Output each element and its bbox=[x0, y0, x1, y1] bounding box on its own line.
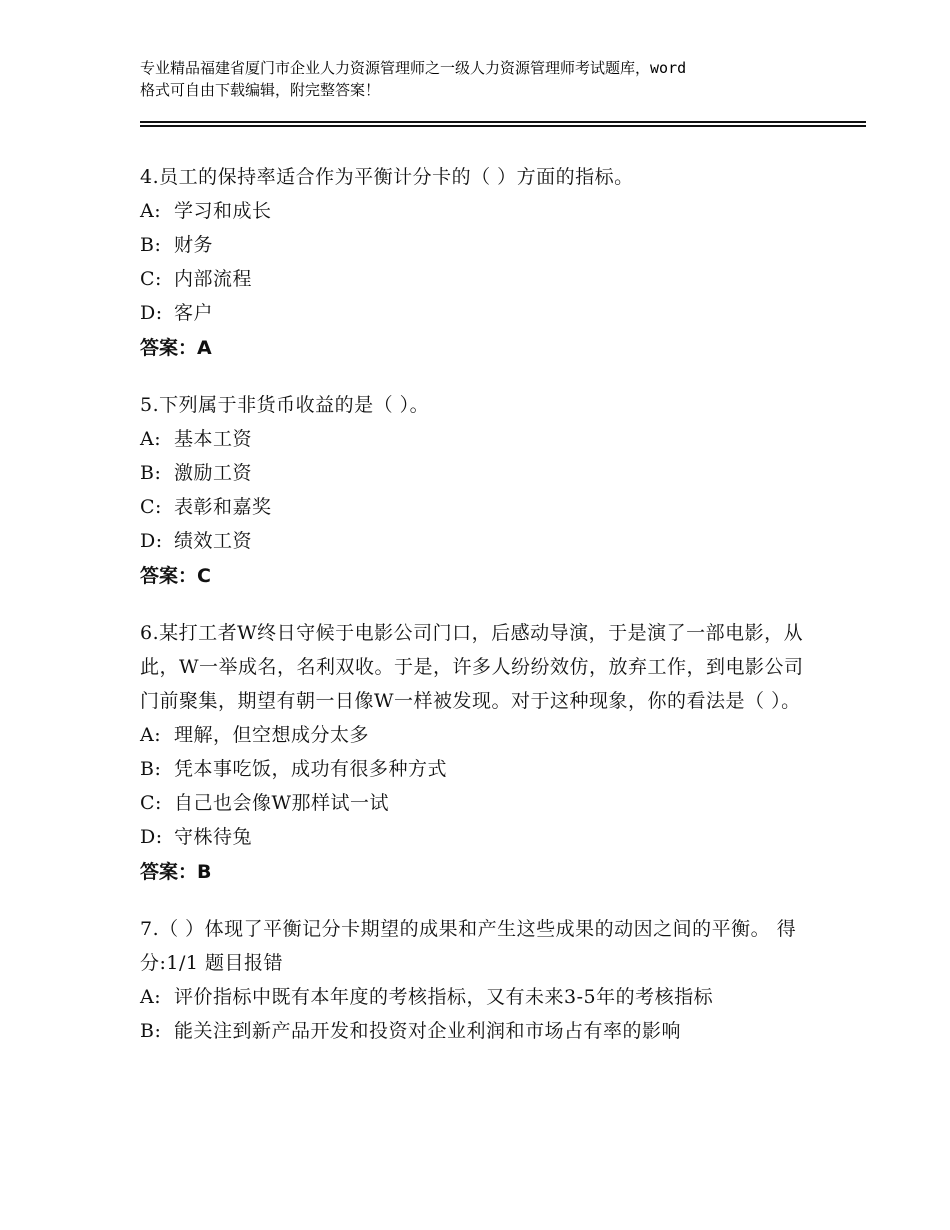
option-d: D: 客户 bbox=[140, 302, 214, 324]
header-line-2: 格式可自由下载编辑，附完整答案！ bbox=[140, 81, 381, 99]
question-text: 6.某打工者W终日守候于电影公司门口，后感动导演，于是演了一部电影，从此，W一举成名，名利双收。于是，许多人纷纷效仿，放弃工作，到电影公司门前聚集，期望有朝一日像W一样被发现。对于这种现象，你的看法是（ ）。 bbox=[140, 622, 804, 712]
option-a: A: 学习和成长 bbox=[140, 200, 272, 222]
option-d: D: 守株待兔 bbox=[140, 826, 253, 848]
option-d: D: 绩效工资 bbox=[140, 530, 253, 552]
question-text: 7.（ ）体现了平衡记分卡期望的成果和产生这些成果的动因之间的平衡。 得分:1/1 题目报错 bbox=[140, 918, 797, 974]
answer-label: 答案：B bbox=[140, 861, 212, 883]
answer-label: 答案：C bbox=[140, 565, 211, 587]
header-line-1: 专业精品福建省厦门市企业人力资源管理师之一级人力资源管理师考试题库，word bbox=[140, 59, 687, 77]
question-6 bbox=[140, 616, 820, 890]
option-a: A: 理解，但空想成分太多 bbox=[140, 724, 370, 746]
option-b: B: 激励工资 bbox=[140, 462, 253, 484]
option-a: A: 评价指标中既有本年度的考核指标，又有未来3-5年的考核指标 bbox=[140, 986, 714, 1008]
question-text: 4.员工的保持率适合作为平衡计分卡的（ ）方面的指标。 bbox=[140, 166, 634, 188]
option-b: B: 能关注到新产品开发和投资对企业利润和市场占有率的影响 bbox=[140, 1020, 682, 1042]
answer-label: 答案：A bbox=[140, 337, 212, 359]
question-7 bbox=[140, 912, 820, 1048]
option-c: C: 内部流程 bbox=[140, 268, 253, 290]
document-header bbox=[140, 57, 830, 101]
option-a: A: 基本工资 bbox=[140, 428, 253, 450]
question-text: 5.下列属于非货币收益的是（ ）。 bbox=[140, 394, 430, 416]
question-5 bbox=[140, 388, 820, 594]
question-list bbox=[140, 160, 820, 1070]
option-c: C: 表彰和嘉奖 bbox=[140, 496, 272, 518]
option-b: B: 凭本事吃饭，成功有很多种方式 bbox=[140, 758, 448, 780]
question-4 bbox=[140, 160, 820, 366]
option-b: B: 财务 bbox=[140, 234, 214, 256]
header-divider-bottom bbox=[140, 125, 866, 127]
header-divider-top bbox=[140, 121, 866, 123]
option-c: C: 自己也会像W那样试一试 bbox=[140, 792, 390, 814]
